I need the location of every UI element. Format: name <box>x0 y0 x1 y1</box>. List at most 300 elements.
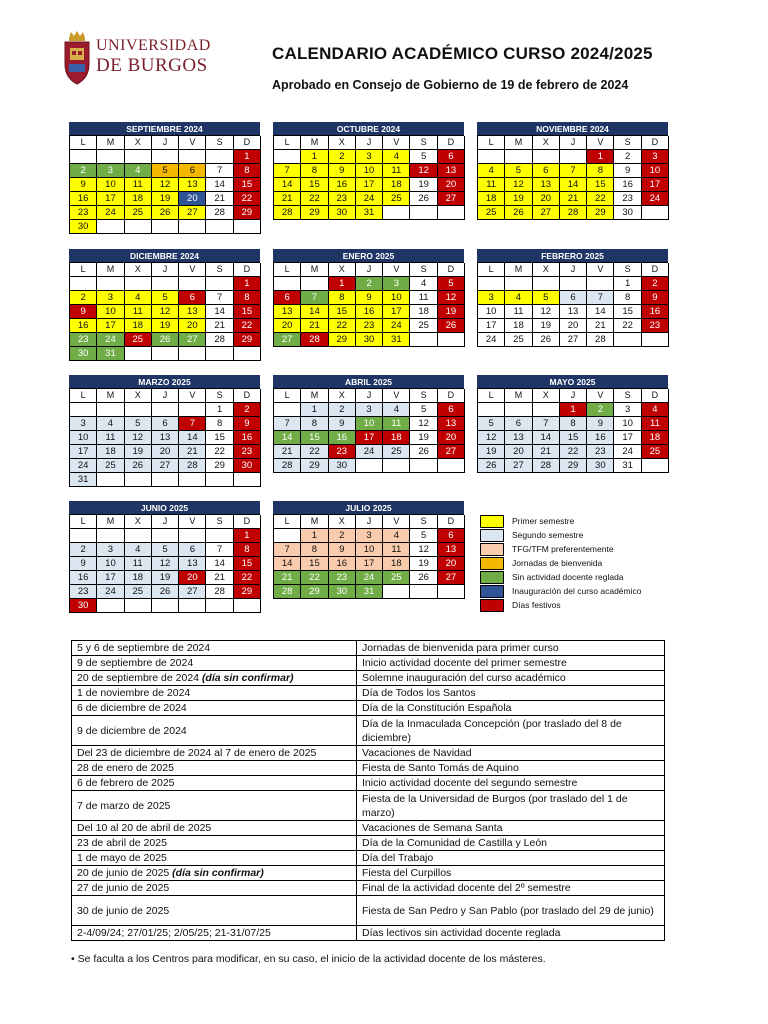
empty-cell <box>234 473 261 487</box>
weekday-header: D <box>438 389 465 403</box>
day-cell: 17 <box>356 431 383 445</box>
day-cell: 24 <box>478 333 505 347</box>
event-date: Del 10 al 20 de abril de 2025 <box>72 821 357 836</box>
day-cell: 18 <box>125 319 152 333</box>
day-cell: 17 <box>97 571 124 585</box>
day-cell: 28 <box>206 333 233 347</box>
event-description: Día del Trabajo <box>357 851 665 866</box>
day-cell: 31 <box>356 585 383 599</box>
day-cell: 11 <box>383 417 410 431</box>
day-cell: 18 <box>642 431 669 445</box>
day-cell: 28 <box>587 333 614 347</box>
weekday-header: V <box>587 263 614 277</box>
day-cell: 22 <box>614 319 641 333</box>
day-cell: 26 <box>410 445 437 459</box>
day-cell: 1 <box>614 277 641 291</box>
day-cell: 1 <box>329 277 356 291</box>
day-cell: 23 <box>642 319 669 333</box>
legend-swatch <box>480 515 504 528</box>
month-days-grid <box>273 135 464 220</box>
month-calendar <box>69 501 260 613</box>
event-row <box>72 926 665 941</box>
day-cell: 18 <box>383 557 410 571</box>
event-description: Día de la Comunidad de Castilla y León <box>357 836 665 851</box>
day-cell: 18 <box>410 305 437 319</box>
page-subtitle: Aprobado en Consejo de Gobierno de 19 de febrero de 2024 <box>272 78 629 92</box>
day-cell: 4 <box>642 403 669 417</box>
day-cell: 9 <box>614 164 641 178</box>
day-cell: 3 <box>642 150 669 164</box>
empty-cell <box>642 206 669 220</box>
day-cell: 16 <box>614 178 641 192</box>
day-cell: 15 <box>301 557 328 571</box>
weekday-header: S <box>614 136 641 150</box>
event-date: 1 de noviembre de 2024 <box>72 686 357 701</box>
weekday-header: M <box>301 263 328 277</box>
weekday-header: M <box>301 136 328 150</box>
day-cell: 20 <box>179 571 206 585</box>
weekday-header: L <box>274 515 301 529</box>
day-cell: 2 <box>329 150 356 164</box>
day-cell: 7 <box>301 291 328 305</box>
day-cell: 17 <box>478 319 505 333</box>
month-calendar <box>69 375 260 487</box>
day-cell: 9 <box>70 557 97 571</box>
day-cell: 9 <box>356 291 383 305</box>
day-cell: 13 <box>274 305 301 319</box>
day-cell: 2 <box>70 291 97 305</box>
day-cell: 11 <box>125 305 152 319</box>
weekday-header: L <box>70 515 97 529</box>
day-cell: 29 <box>560 459 587 473</box>
weekday-header: D <box>642 389 669 403</box>
day-cell: 25 <box>125 206 152 220</box>
day-cell: 3 <box>478 291 505 305</box>
day-cell: 20 <box>438 431 465 445</box>
event-row <box>72 701 665 716</box>
day-cell: 9 <box>587 417 614 431</box>
day-cell: 17 <box>383 305 410 319</box>
day-cell: 12 <box>533 305 560 319</box>
day-cell: 13 <box>438 543 465 557</box>
day-cell: 22 <box>206 445 233 459</box>
empty-cell <box>152 403 179 417</box>
weekday-header: L <box>70 263 97 277</box>
month-days-grid <box>69 388 260 487</box>
day-cell: 19 <box>505 192 532 206</box>
day-cell: 10 <box>70 431 97 445</box>
day-cell: 13 <box>152 431 179 445</box>
empty-cell <box>505 150 532 164</box>
weekday-header: D <box>234 515 261 529</box>
day-cell: 26 <box>152 585 179 599</box>
legend-label: Inauguración del curso académico <box>512 586 642 596</box>
day-cell: 1 <box>560 403 587 417</box>
day-cell: 20 <box>179 319 206 333</box>
day-cell: 12 <box>410 164 437 178</box>
day-cell: 22 <box>560 445 587 459</box>
day-cell: 27 <box>179 585 206 599</box>
day-cell: 19 <box>478 445 505 459</box>
day-cell: 24 <box>356 445 383 459</box>
day-cell: 17 <box>356 178 383 192</box>
month-days-grid <box>273 514 464 599</box>
day-cell: 23 <box>587 445 614 459</box>
empty-cell <box>274 150 301 164</box>
empty-cell <box>97 277 124 291</box>
day-cell: 15 <box>206 431 233 445</box>
weekday-header: J <box>152 136 179 150</box>
day-cell: 4 <box>478 164 505 178</box>
empty-cell <box>383 585 410 599</box>
empty-cell <box>125 529 152 543</box>
month-calendar <box>273 249 464 347</box>
day-cell: 22 <box>301 571 328 585</box>
weekday-header: L <box>274 263 301 277</box>
day-cell: 7 <box>560 164 587 178</box>
empty-cell <box>438 206 465 220</box>
day-cell: 13 <box>560 305 587 319</box>
day-cell: 8 <box>614 291 641 305</box>
empty-cell <box>410 585 437 599</box>
day-cell: 18 <box>97 445 124 459</box>
weekday-header: M <box>505 389 532 403</box>
day-cell: 23 <box>329 192 356 206</box>
weekday-header: L <box>274 136 301 150</box>
day-cell: 24 <box>356 571 383 585</box>
day-cell: 10 <box>356 164 383 178</box>
event-description: Fiesta de la Universidad de Burgos (por traslado del 1 de marzo) <box>357 791 665 821</box>
day-cell: 27 <box>438 571 465 585</box>
empty-cell <box>274 529 301 543</box>
event-description: Inicio actividad docente del segundo semestre <box>357 776 665 791</box>
day-cell: 13 <box>533 178 560 192</box>
day-cell: 25 <box>478 206 505 220</box>
university-logo <box>62 30 232 88</box>
day-cell: 10 <box>97 178 124 192</box>
month-title: DICIEMBRE 2024 <box>69 249 260 262</box>
day-cell: 14 <box>274 431 301 445</box>
event-row <box>72 761 665 776</box>
event-date: 6 de febrero de 2025 <box>72 776 357 791</box>
day-cell: 21 <box>274 192 301 206</box>
empty-cell <box>125 599 152 613</box>
event-row <box>72 656 665 671</box>
event-description: Día de la Inmaculada Concepción (por traslado del 8 de diciembre) <box>357 716 665 746</box>
day-cell: 20 <box>438 557 465 571</box>
empty-cell <box>234 599 261 613</box>
day-cell: 18 <box>125 192 152 206</box>
day-cell: 16 <box>356 305 383 319</box>
day-cell: 2 <box>70 164 97 178</box>
day-cell: 10 <box>642 164 669 178</box>
day-cell: 10 <box>97 305 124 319</box>
day-cell: 21 <box>274 445 301 459</box>
empty-cell <box>97 599 124 613</box>
day-cell: 10 <box>478 305 505 319</box>
day-cell: 24 <box>383 319 410 333</box>
day-cell: 29 <box>234 206 261 220</box>
event-date: 1 de mayo de 2025 <box>72 851 357 866</box>
day-cell: 4 <box>125 543 152 557</box>
day-cell: 26 <box>152 333 179 347</box>
empty-cell <box>274 277 301 291</box>
empty-cell <box>70 529 97 543</box>
empty-cell <box>125 347 152 361</box>
weekday-header: J <box>356 389 383 403</box>
day-cell: 16 <box>234 431 261 445</box>
month-days-grid <box>477 388 668 473</box>
event-row <box>72 641 665 656</box>
event-row <box>72 776 665 791</box>
month-days-grid <box>69 262 260 361</box>
day-cell: 31 <box>614 459 641 473</box>
weekday-header: S <box>206 389 233 403</box>
day-cell: 30 <box>329 585 356 599</box>
day-cell: 1 <box>234 150 261 164</box>
month-title: NOVIEMBRE 2024 <box>477 122 668 135</box>
day-cell: 25 <box>383 445 410 459</box>
empty-cell <box>125 473 152 487</box>
day-cell: 4 <box>410 277 437 291</box>
day-cell: 1 <box>301 403 328 417</box>
event-row <box>72 791 665 821</box>
day-cell: 30 <box>70 347 97 361</box>
day-cell: 7 <box>206 543 233 557</box>
empty-cell <box>152 277 179 291</box>
day-cell: 11 <box>505 305 532 319</box>
day-cell: 25 <box>505 333 532 347</box>
event-description: Vacaciones de Navidad <box>357 746 665 761</box>
event-row <box>72 746 665 761</box>
empty-cell <box>125 150 152 164</box>
event-description: Inicio actividad docente del primer semestre <box>357 656 665 671</box>
weekday-header: S <box>206 515 233 529</box>
day-cell: 12 <box>505 178 532 192</box>
legend <box>480 514 641 612</box>
coat-of-arms-icon <box>62 30 92 86</box>
empty-cell <box>125 277 152 291</box>
day-cell: 30 <box>329 459 356 473</box>
empty-cell <box>478 150 505 164</box>
weekday-header: D <box>438 515 465 529</box>
weekday-header: D <box>642 263 669 277</box>
day-cell: 31 <box>70 473 97 487</box>
legend-label: Jornadas de bienvenida <box>512 558 603 568</box>
weekday-header: D <box>234 263 261 277</box>
empty-cell <box>438 585 465 599</box>
empty-cell <box>70 277 97 291</box>
day-cell: 8 <box>234 164 261 178</box>
empty-cell <box>206 347 233 361</box>
day-cell: 30 <box>587 459 614 473</box>
weekday-header: M <box>301 389 328 403</box>
event-date: 23 de abril de 2025 <box>72 836 357 851</box>
day-cell: 21 <box>560 192 587 206</box>
day-cell: 9 <box>329 417 356 431</box>
empty-cell <box>97 220 124 234</box>
empty-cell <box>410 333 437 347</box>
day-cell: 21 <box>533 445 560 459</box>
day-cell: 29 <box>301 459 328 473</box>
empty-cell <box>587 277 614 291</box>
day-cell: 27 <box>179 333 206 347</box>
weekday-header: V <box>179 136 206 150</box>
day-cell: 7 <box>206 291 233 305</box>
day-cell: 20 <box>505 445 532 459</box>
day-cell: 11 <box>478 178 505 192</box>
empty-cell <box>560 277 587 291</box>
weekday-header: S <box>410 136 437 150</box>
day-cell: 3 <box>97 543 124 557</box>
day-cell: 15 <box>234 178 261 192</box>
day-cell: 29 <box>206 459 233 473</box>
day-cell: 5 <box>410 403 437 417</box>
empty-cell <box>97 150 124 164</box>
empty-cell <box>179 277 206 291</box>
day-cell: 13 <box>438 164 465 178</box>
weekday-header: D <box>234 389 261 403</box>
event-date: Del 23 de diciembre de 2024 al 7 de enero de 2025 <box>72 746 357 761</box>
day-cell: 26 <box>533 333 560 347</box>
day-cell: 16 <box>70 571 97 585</box>
day-cell: 8 <box>587 164 614 178</box>
day-cell: 10 <box>356 417 383 431</box>
event-description: Día de Todos los Santos <box>357 686 665 701</box>
empty-cell <box>533 150 560 164</box>
footnote: • Se faculta a los Centros para modificar, en su caso, el inicio de la actividad docente de los másteres. <box>71 953 546 965</box>
weekday-header: J <box>356 263 383 277</box>
day-cell: 13 <box>438 417 465 431</box>
month-days-grid <box>69 514 260 613</box>
day-cell: 5 <box>438 277 465 291</box>
weekday-header: V <box>383 263 410 277</box>
empty-cell <box>206 150 233 164</box>
empty-cell <box>70 403 97 417</box>
month-title: MAYO 2025 <box>477 375 668 388</box>
event-date: 30 de junio de 2025 <box>72 896 357 926</box>
day-cell: 11 <box>125 557 152 571</box>
month-days-grid <box>477 262 668 347</box>
event-description: Fiesta del Curpillos <box>357 866 665 881</box>
day-cell: 29 <box>234 585 261 599</box>
empty-cell <box>438 459 465 473</box>
empty-cell <box>179 403 206 417</box>
day-cell: 3 <box>356 529 383 543</box>
empty-cell <box>533 277 560 291</box>
legend-item <box>480 556 641 570</box>
event-row <box>72 671 665 686</box>
event-row <box>72 881 665 896</box>
day-cell: 23 <box>70 585 97 599</box>
day-cell: 1 <box>587 150 614 164</box>
day-cell: 2 <box>356 277 383 291</box>
day-cell: 7 <box>179 417 206 431</box>
event-description: Jornadas de bienvenida para primer curso <box>357 641 665 656</box>
day-cell: 23 <box>70 333 97 347</box>
empty-cell <box>478 277 505 291</box>
empty-cell <box>383 459 410 473</box>
day-cell: 5 <box>152 291 179 305</box>
day-cell: 6 <box>152 417 179 431</box>
day-cell: 7 <box>206 164 233 178</box>
empty-cell <box>152 529 179 543</box>
day-cell: 10 <box>356 543 383 557</box>
empty-cell <box>152 599 179 613</box>
day-cell: 6 <box>179 291 206 305</box>
day-cell: 17 <box>642 178 669 192</box>
day-cell: 1 <box>301 529 328 543</box>
day-cell: 22 <box>234 319 261 333</box>
day-cell: 15 <box>234 305 261 319</box>
day-cell: 22 <box>234 192 261 206</box>
weekday-header: D <box>438 263 465 277</box>
day-cell: 7 <box>274 543 301 557</box>
weekday-header: S <box>206 136 233 150</box>
weekday-header: J <box>560 136 587 150</box>
day-cell: 16 <box>329 178 356 192</box>
event-description: Fiesta de Santo Tomás de Aquino <box>357 761 665 776</box>
empty-cell <box>410 206 437 220</box>
month-days-grid <box>273 262 464 347</box>
day-cell: 10 <box>614 417 641 431</box>
day-cell: 23 <box>70 206 97 220</box>
legend-swatch <box>480 557 504 570</box>
empty-cell <box>97 473 124 487</box>
weekday-header: S <box>614 389 641 403</box>
empty-cell <box>206 473 233 487</box>
day-cell: 16 <box>329 431 356 445</box>
day-cell: 17 <box>97 319 124 333</box>
legend-label: Sin actividad docente reglada <box>512 572 624 582</box>
month-calendar <box>273 501 464 599</box>
event-row <box>72 821 665 836</box>
event-row <box>72 896 665 926</box>
weekday-header: J <box>152 263 179 277</box>
day-cell: 23 <box>329 445 356 459</box>
month-calendar <box>477 122 668 220</box>
day-cell: 16 <box>70 192 97 206</box>
weekday-header: L <box>478 389 505 403</box>
day-cell: 18 <box>383 431 410 445</box>
day-cell: 12 <box>152 305 179 319</box>
day-cell: 3 <box>70 417 97 431</box>
event-date-note: (día sin confirmar) <box>201 672 294 684</box>
day-cell: 4 <box>383 529 410 543</box>
day-cell: 14 <box>274 557 301 571</box>
day-cell: 20 <box>438 178 465 192</box>
day-cell: 27 <box>152 459 179 473</box>
day-cell: 9 <box>70 305 97 319</box>
day-cell: 25 <box>97 459 124 473</box>
day-cell: 9 <box>329 164 356 178</box>
day-cell: 2 <box>234 403 261 417</box>
month-title: ABRIL 2025 <box>273 375 464 388</box>
weekday-header: X <box>329 515 356 529</box>
weekday-header: J <box>356 136 383 150</box>
empty-cell <box>234 220 261 234</box>
weekday-header: S <box>206 263 233 277</box>
day-cell: 15 <box>301 178 328 192</box>
empty-cell <box>505 403 532 417</box>
legend-label: Primer semestre <box>512 516 575 526</box>
legend-label: TFG/TFM preferentemente <box>512 544 614 554</box>
day-cell: 15 <box>234 557 261 571</box>
day-cell: 8 <box>329 291 356 305</box>
day-cell: 12 <box>410 417 437 431</box>
day-cell: 2 <box>70 543 97 557</box>
day-cell: 7 <box>533 417 560 431</box>
